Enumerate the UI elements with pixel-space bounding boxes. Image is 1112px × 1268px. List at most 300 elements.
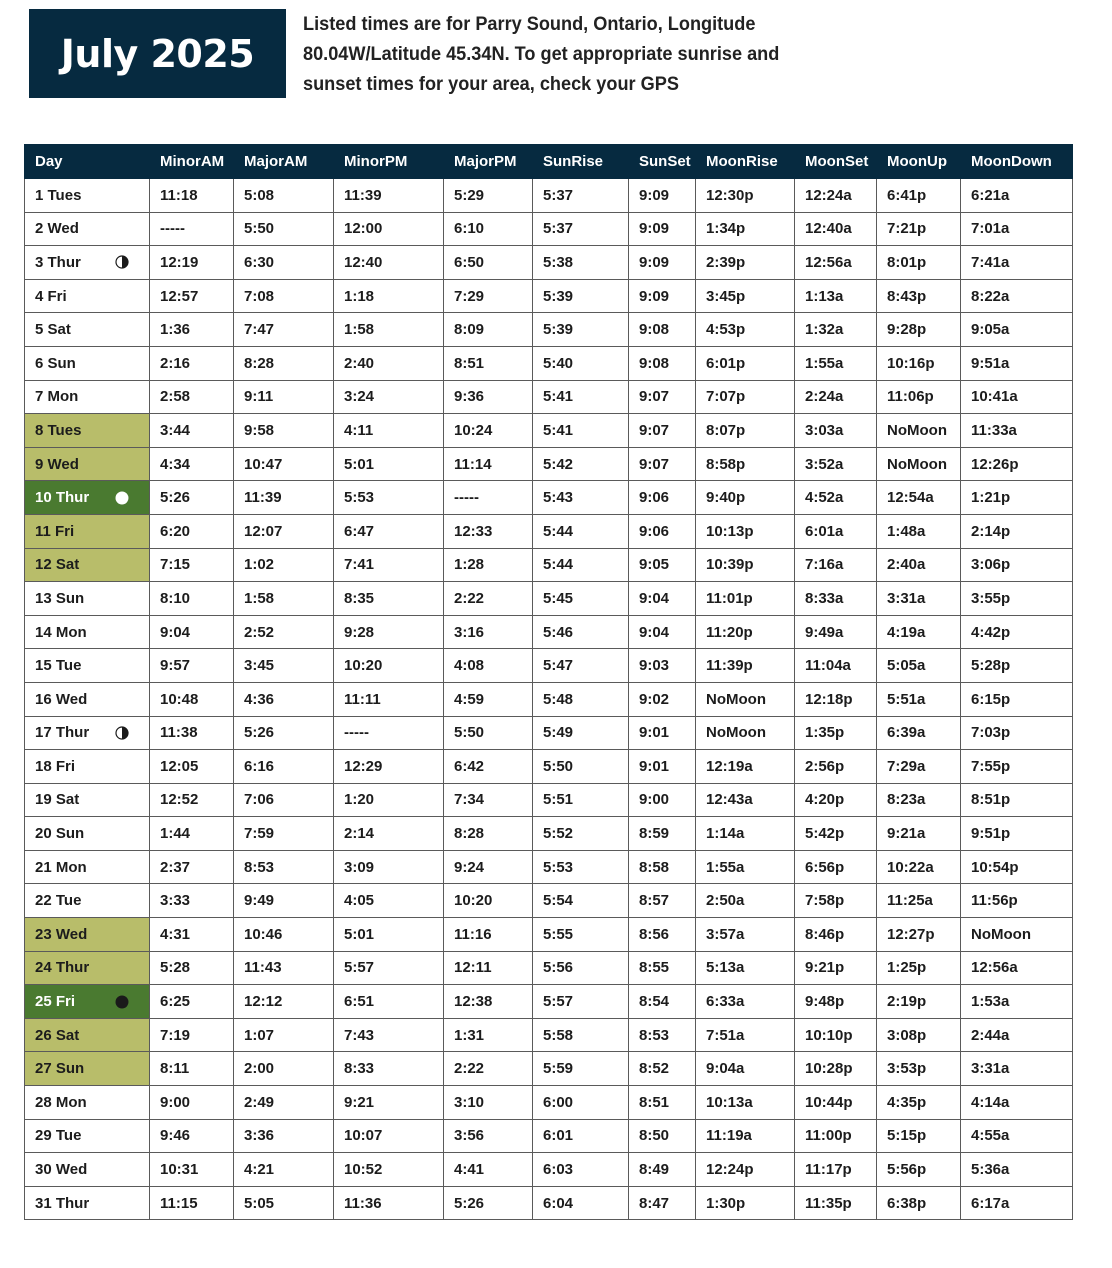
cell-majoram: 5:26 <box>234 716 334 750</box>
cell-moonup: 10:16p <box>877 346 961 380</box>
cell-moonup: 8:23a <box>877 783 961 817</box>
cell-moonset: 6:56p <box>795 850 877 884</box>
cell-majoram: 6:30 <box>234 246 334 280</box>
table-row <box>25 380 1073 414</box>
day-cell <box>25 649 150 683</box>
cell-sunset: 8:59 <box>629 817 696 851</box>
cell-majorpm: 12:11 <box>444 951 533 985</box>
day-label: 13 Sun <box>35 589 85 607</box>
cell-minoram: 9:46 <box>150 1119 234 1153</box>
cell-moonup: 8:01p <box>877 246 961 280</box>
cell-moonset: 8:46p <box>795 918 877 952</box>
cell-minorpm: 7:43 <box>334 1018 444 1052</box>
day-label: 24 Thur <box>35 959 90 977</box>
cell-majoram: 9:11 <box>234 380 334 414</box>
day-label: 17 Thur <box>35 724 90 742</box>
cell-minorpm: 8:33 <box>334 1052 444 1086</box>
cell-majoram: 7:06 <box>234 783 334 817</box>
cell-minoram: 5:28 <box>150 951 234 985</box>
cell-sunrise: 5:41 <box>533 414 629 448</box>
cell-majorpm: 9:36 <box>444 380 533 414</box>
day-label: 31 Thur <box>35 1194 90 1212</box>
cell-sunset: 8:51 <box>629 1086 696 1120</box>
cell-minoram: 2:16 <box>150 346 234 380</box>
cell-sunset: 8:58 <box>629 850 696 884</box>
new-moon-icon <box>115 995 129 1009</box>
day-label: 12 Sat <box>35 556 80 574</box>
column-header-moonup: MoonUp <box>877 145 961 179</box>
cell-moonup: 1:48a <box>877 514 961 548</box>
cell-minorpm: 3:09 <box>334 850 444 884</box>
cell-minorpm: 5:57 <box>334 951 444 985</box>
cell-sunset: 9:09 <box>629 179 696 213</box>
cell-moonset: 11:35p <box>795 1186 877 1220</box>
cell-moonup: 5:05a <box>877 649 961 683</box>
cell-majoram: 5:05 <box>234 1186 334 1220</box>
cell-minorpm: 5:01 <box>334 918 444 952</box>
cell-moondown: 4:55a <box>961 1119 1073 1153</box>
cell-moonset: 1:35p <box>795 716 877 750</box>
cell-sunrise: 5:40 <box>533 346 629 380</box>
cell-moonrise: 6:01p <box>696 346 795 380</box>
cell-minoram: 1:36 <box>150 313 234 347</box>
cell-moonset: 12:56a <box>795 246 877 280</box>
cell-minorpm: 10:20 <box>334 649 444 683</box>
cell-minoram: 3:33 <box>150 884 234 918</box>
cell-moondown: 8:51p <box>961 783 1073 817</box>
cell-sunrise: 5:48 <box>533 682 629 716</box>
cell-majoram: 10:46 <box>234 918 334 952</box>
cell-sunset: 8:57 <box>629 884 696 918</box>
cell-minorpm: 10:07 <box>334 1119 444 1153</box>
cell-minoram: 2:37 <box>150 850 234 884</box>
cell-moondown: 3:55p <box>961 582 1073 616</box>
table-header-row <box>25 145 1073 179</box>
cell-sunrise: 5:39 <box>533 313 629 347</box>
table-row <box>25 1153 1073 1187</box>
cell-moonset: 10:44p <box>795 1086 877 1120</box>
cell-minoram: 9:04 <box>150 615 234 649</box>
table-row <box>25 615 1073 649</box>
cell-moondown: 6:15p <box>961 682 1073 716</box>
cell-majoram: 9:58 <box>234 414 334 448</box>
cell-sunset: 9:09 <box>629 212 696 246</box>
day-label: 6 Sun <box>35 354 76 372</box>
column-header-sunset: SunSet <box>629 145 696 179</box>
table-row <box>25 1052 1073 1086</box>
cell-moonup: 5:51a <box>877 682 961 716</box>
cell-majoram: 5:50 <box>234 212 334 246</box>
cell-minoram: 12:52 <box>150 783 234 817</box>
cell-moonup: 1:25p <box>877 951 961 985</box>
cell-moonrise: 12:30p <box>696 179 795 213</box>
cell-moonup: 12:27p <box>877 918 961 952</box>
day-cell <box>25 985 150 1019</box>
cell-moonup: 11:06p <box>877 380 961 414</box>
cell-moonrise: 12:43a <box>696 783 795 817</box>
cell-majoram: 1:58 <box>234 582 334 616</box>
full-moon-icon <box>115 491 129 505</box>
cell-moonset: 12:24a <box>795 179 877 213</box>
cell-minoram: 9:57 <box>150 649 234 683</box>
day-label: 11 Fri <box>35 522 75 540</box>
cell-majoram: 7:47 <box>234 313 334 347</box>
cell-sunset: 8:49 <box>629 1153 696 1187</box>
cell-minoram: 6:20 <box>150 514 234 548</box>
cell-moondown: 7:41a <box>961 246 1073 280</box>
cell-majorpm: 4:41 <box>444 1153 533 1187</box>
cell-sunrise: 5:38 <box>533 246 629 280</box>
cell-majorpm: 1:28 <box>444 548 533 582</box>
cell-minorpm: 12:29 <box>334 750 444 784</box>
cell-majorpm: 8:51 <box>444 346 533 380</box>
table-row <box>25 582 1073 616</box>
cell-majoram: 10:47 <box>234 447 334 481</box>
cell-moonrise: 9:40p <box>696 481 795 515</box>
cell-moondown: 7:55p <box>961 750 1073 784</box>
cell-minoram: 1:44 <box>150 817 234 851</box>
cell-moonset: 4:52a <box>795 481 877 515</box>
column-header-majoram: MajorAM <box>234 145 334 179</box>
day-label: 28 Mon <box>35 1093 87 1111</box>
cell-moondown: 6:21a <box>961 179 1073 213</box>
day-cell <box>25 884 150 918</box>
cell-majoram: 5:08 <box>234 179 334 213</box>
cell-sunset: 9:04 <box>629 615 696 649</box>
column-header-moonset: MoonSet <box>795 145 877 179</box>
cell-minorpm: 2:40 <box>334 346 444 380</box>
cell-sunset: 9:09 <box>629 279 696 313</box>
table-row <box>25 246 1073 280</box>
cell-moonrise: NoMoon <box>696 716 795 750</box>
cell-moondown: 2:44a <box>961 1018 1073 1052</box>
cell-majorpm: 6:10 <box>444 212 533 246</box>
cell-majoram: 7:59 <box>234 817 334 851</box>
cell-moonrise: 2:39p <box>696 246 795 280</box>
cell-majorpm: 6:42 <box>444 750 533 784</box>
cell-sunset: 9:02 <box>629 682 696 716</box>
cell-sunset: 9:09 <box>629 246 696 280</box>
day-label: 20 Sun <box>35 825 85 843</box>
table-row <box>25 313 1073 347</box>
cell-sunrise: 5:50 <box>533 750 629 784</box>
cell-sunrise: 5:44 <box>533 548 629 582</box>
cell-sunrise: 5:43 <box>533 481 629 515</box>
table-row <box>25 1186 1073 1220</box>
cell-moonup: 10:22a <box>877 850 961 884</box>
cell-minoram: 6:25 <box>150 985 234 1019</box>
cell-moonrise: 11:20p <box>696 615 795 649</box>
cell-moonrise: 2:50a <box>696 884 795 918</box>
cell-moonset: 1:13a <box>795 279 877 313</box>
cell-minorpm: 11:36 <box>334 1186 444 1220</box>
day-cell <box>25 346 150 380</box>
cell-majoram: 7:08 <box>234 279 334 313</box>
day-label: 25 Fri <box>35 993 76 1011</box>
cell-majoram: 3:36 <box>234 1119 334 1153</box>
cell-minoram: 11:15 <box>150 1186 234 1220</box>
cell-moonset: 8:33a <box>795 582 877 616</box>
cell-sunset: 8:53 <box>629 1018 696 1052</box>
cell-moonset: 12:40a <box>795 212 877 246</box>
cell-moonset: 9:21p <box>795 951 877 985</box>
cell-sunrise: 6:01 <box>533 1119 629 1153</box>
first-quarter-moon-icon <box>115 255 129 269</box>
cell-sunset: 9:07 <box>629 414 696 448</box>
cell-moondown: 1:53a <box>961 985 1073 1019</box>
day-cell <box>25 918 150 952</box>
cell-moonup: 3:31a <box>877 582 961 616</box>
cell-majorpm: 12:38 <box>444 985 533 1019</box>
cell-minorpm: 11:39 <box>334 179 444 213</box>
cell-moonset: 2:56p <box>795 750 877 784</box>
day-cell <box>25 750 150 784</box>
cell-moonset: 7:16a <box>795 548 877 582</box>
column-header-minoram: MinorAM <box>150 145 234 179</box>
day-cell <box>25 548 150 582</box>
cell-sunrise: 5:54 <box>533 884 629 918</box>
table-row <box>25 783 1073 817</box>
cell-moonset: 11:17p <box>795 1153 877 1187</box>
cell-moondown: 11:56p <box>961 884 1073 918</box>
cell-majoram: 2:49 <box>234 1086 334 1120</box>
last-quarter-moon-icon <box>115 726 129 740</box>
table-row <box>25 481 1073 515</box>
cell-sunset: 9:08 <box>629 313 696 347</box>
cell-moondown: 5:28p <box>961 649 1073 683</box>
day-cell <box>25 783 150 817</box>
cell-minorpm: 12:40 <box>334 246 444 280</box>
cell-moondown: 12:56a <box>961 951 1073 985</box>
cell-moonrise: 10:13p <box>696 514 795 548</box>
cell-moondown: 4:42p <box>961 615 1073 649</box>
cell-moonset: 5:42p <box>795 817 877 851</box>
cell-majoram: 3:45 <box>234 649 334 683</box>
cell-moonup: 9:28p <box>877 313 961 347</box>
cell-sunrise: 5:52 <box>533 817 629 851</box>
day-label: 26 Sat <box>35 1026 80 1044</box>
cell-majorpm: 10:20 <box>444 884 533 918</box>
cell-sunrise: 6:00 <box>533 1086 629 1120</box>
cell-majorpm: 8:09 <box>444 313 533 347</box>
location-note-line: sunset times for your area, check your GPS <box>303 73 679 95</box>
table-row <box>25 985 1073 1019</box>
day-cell <box>25 1086 150 1120</box>
cell-moonup: 2:19p <box>877 985 961 1019</box>
cell-sunset: 9:07 <box>629 380 696 414</box>
cell-moondown: 12:26p <box>961 447 1073 481</box>
cell-majorpm: 6:50 <box>444 246 533 280</box>
cell-sunrise: 5:37 <box>533 179 629 213</box>
cell-minoram: 11:18 <box>150 179 234 213</box>
day-label: 10 Thur <box>35 489 90 507</box>
cell-sunrise: 6:03 <box>533 1153 629 1187</box>
table-row <box>25 212 1073 246</box>
cell-sunset: 8:55 <box>629 951 696 985</box>
cell-moondown: NoMoon <box>961 918 1073 952</box>
cell-minorpm: 7:41 <box>334 548 444 582</box>
cell-moonup: 3:08p <box>877 1018 961 1052</box>
cell-moonup: 7:21p <box>877 212 961 246</box>
table-row <box>25 514 1073 548</box>
cell-moonup: 3:53p <box>877 1052 961 1086</box>
day-label: 4 Fri <box>35 287 67 305</box>
cell-sunrise: 5:59 <box>533 1052 629 1086</box>
cell-moonrise: 1:14a <box>696 817 795 851</box>
cell-moonup: NoMoon <box>877 414 961 448</box>
cell-minoram: 4:31 <box>150 918 234 952</box>
cell-minorpm: 2:14 <box>334 817 444 851</box>
cell-majoram: 6:16 <box>234 750 334 784</box>
cell-minorpm: 12:00 <box>334 212 444 246</box>
cell-moonrise: 11:01p <box>696 582 795 616</box>
cell-minorpm: 1:58 <box>334 313 444 347</box>
table-row <box>25 817 1073 851</box>
cell-majorpm: 11:14 <box>444 447 533 481</box>
cell-moonrise: 3:45p <box>696 279 795 313</box>
cell-moonset: 7:58p <box>795 884 877 918</box>
day-label: 21 Mon <box>35 858 87 876</box>
day-label: 30 Wed <box>35 1161 88 1179</box>
cell-minorpm: 6:47 <box>334 514 444 548</box>
cell-minorpm: 4:05 <box>334 884 444 918</box>
day-cell <box>25 212 150 246</box>
cell-majorpm: 5:29 <box>444 179 533 213</box>
cell-moondown: 2:14p <box>961 514 1073 548</box>
cell-minoram: 8:11 <box>150 1052 234 1086</box>
cell-sunrise: 5:47 <box>533 649 629 683</box>
cell-moonrise: 11:19a <box>696 1119 795 1153</box>
cell-majorpm: 8:28 <box>444 817 533 851</box>
cell-moonrise: 7:07p <box>696 380 795 414</box>
cell-minorpm: 11:11 <box>334 682 444 716</box>
cell-majorpm: 2:22 <box>444 582 533 616</box>
cell-minoram: 2:58 <box>150 380 234 414</box>
cell-sunrise: 5:49 <box>533 716 629 750</box>
cell-majorpm: 10:24 <box>444 414 533 448</box>
day-label: 22 Tue <box>35 892 82 910</box>
cell-majorpm: 7:29 <box>444 279 533 313</box>
table-row <box>25 179 1073 213</box>
table-row <box>25 884 1073 918</box>
cell-moonset: 10:10p <box>795 1018 877 1052</box>
cell-moonset: 11:04a <box>795 649 877 683</box>
cell-moondown: 9:51p <box>961 817 1073 851</box>
day-label: 8 Tues <box>35 421 82 439</box>
cell-moondown: 9:05a <box>961 313 1073 347</box>
cell-minorpm: 5:53 <box>334 481 444 515</box>
cell-moonrise: 1:34p <box>696 212 795 246</box>
day-cell <box>25 313 150 347</box>
table-row <box>25 548 1073 582</box>
table-row <box>25 1119 1073 1153</box>
cell-sunrise: 5:51 <box>533 783 629 817</box>
cell-minorpm: 6:51 <box>334 985 444 1019</box>
cell-moonset: 3:52a <box>795 447 877 481</box>
cell-moonrise: 1:55a <box>696 850 795 884</box>
day-label: 9 Wed <box>35 455 79 473</box>
day-cell <box>25 682 150 716</box>
cell-sunrise: 5:46 <box>533 615 629 649</box>
day-label: 27 Sun <box>35 1060 85 1078</box>
cell-majoram: 4:21 <box>234 1153 334 1187</box>
day-label: 1 Tues <box>35 186 82 204</box>
cell-majorpm: ----- <box>444 481 533 515</box>
cell-sunrise: 5:42 <box>533 447 629 481</box>
cell-minorpm: 1:20 <box>334 783 444 817</box>
cell-moonup: 12:54a <box>877 481 961 515</box>
cell-moonup: 9:21a <box>877 817 961 851</box>
cell-sunset: 9:03 <box>629 649 696 683</box>
cell-majorpm: 3:10 <box>444 1086 533 1120</box>
cell-moondown: 10:54p <box>961 850 1073 884</box>
cell-moonup: NoMoon <box>877 447 961 481</box>
cell-majorpm: 4:08 <box>444 649 533 683</box>
cell-moondown: 6:17a <box>961 1186 1073 1220</box>
cell-moonrise: 11:39p <box>696 649 795 683</box>
cell-sunset: 8:52 <box>629 1052 696 1086</box>
cell-moonrise: 10:39p <box>696 548 795 582</box>
cell-sunset: 9:04 <box>629 582 696 616</box>
cell-minoram: 7:19 <box>150 1018 234 1052</box>
cell-sunset: 8:50 <box>629 1119 696 1153</box>
cell-minoram: 10:48 <box>150 682 234 716</box>
table-row <box>25 279 1073 313</box>
cell-moonrise: 7:51a <box>696 1018 795 1052</box>
day-cell <box>25 582 150 616</box>
day-cell <box>25 414 150 448</box>
cell-moonrise: 4:53p <box>696 313 795 347</box>
cell-moonrise: 9:04a <box>696 1052 795 1086</box>
cell-moonup: 2:40a <box>877 548 961 582</box>
cell-minorpm: 10:52 <box>334 1153 444 1187</box>
cell-moonrise: 10:13a <box>696 1086 795 1120</box>
cell-moonset: 1:55a <box>795 346 877 380</box>
day-label: 2 Wed <box>35 220 79 238</box>
cell-moonup: 8:43p <box>877 279 961 313</box>
cell-sunset: 9:06 <box>629 481 696 515</box>
cell-minoram: 10:31 <box>150 1153 234 1187</box>
cell-majorpm: 7:34 <box>444 783 533 817</box>
cell-minoram: 4:34 <box>150 447 234 481</box>
cell-sunrise: 5:44 <box>533 514 629 548</box>
cell-minoram: 12:19 <box>150 246 234 280</box>
cell-majoram: 8:28 <box>234 346 334 380</box>
cell-majorpm: 12:33 <box>444 514 533 548</box>
cell-majoram: 11:39 <box>234 481 334 515</box>
day-label: 16 Wed <box>35 690 88 708</box>
cell-sunset: 9:01 <box>629 716 696 750</box>
table-row <box>25 649 1073 683</box>
cell-sunset: 8:54 <box>629 985 696 1019</box>
cell-minoram: 5:26 <box>150 481 234 515</box>
cell-moonset: 6:01a <box>795 514 877 548</box>
cell-moonrise: 12:19a <box>696 750 795 784</box>
table-row <box>25 750 1073 784</box>
cell-sunrise: 5:57 <box>533 985 629 1019</box>
cell-minoram: 12:05 <box>150 750 234 784</box>
day-label: 23 Wed <box>35 925 88 943</box>
cell-sunrise: 5:56 <box>533 951 629 985</box>
cell-moonset: 4:20p <box>795 783 877 817</box>
cell-moonrise: NoMoon <box>696 682 795 716</box>
cell-majorpm: 5:26 <box>444 1186 533 1220</box>
column-header-sunrise: SunRise <box>533 145 629 179</box>
cell-moondown: 11:33a <box>961 414 1073 448</box>
cell-sunrise: 5:53 <box>533 850 629 884</box>
cell-moonup: 7:29a <box>877 750 961 784</box>
cell-majorpm: 3:16 <box>444 615 533 649</box>
